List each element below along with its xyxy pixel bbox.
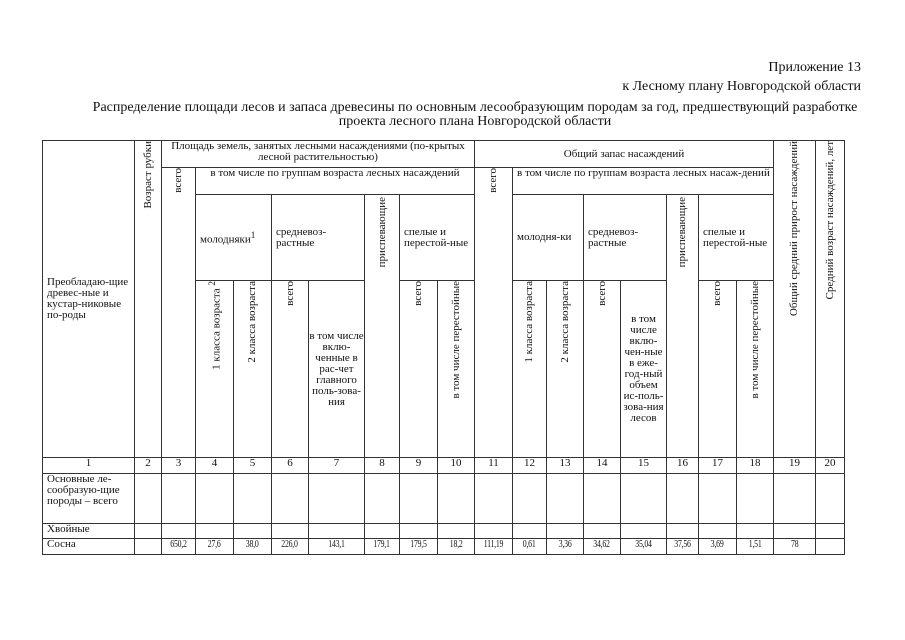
col-number: 16 — [667, 458, 699, 474]
table-cell — [547, 524, 584, 539]
header-stock-class2: 2 класса возраста — [547, 281, 584, 458]
header-mature-stock: спелые и перестой-ные — [699, 195, 774, 281]
table-cell — [621, 524, 667, 539]
header-area-overmature: в том числе перестойные — [438, 281, 475, 458]
forest-distribution-table — [42, 140, 845, 555]
table-cell: 27,6 — [196, 539, 234, 555]
col-number: 13 — [547, 458, 584, 474]
table-cell: 226,0 — [272, 539, 309, 555]
table-cell — [584, 524, 621, 539]
table-cell: 179,1 — [365, 539, 400, 555]
col-number: 20 — [816, 458, 845, 474]
col-number: 14 — [584, 458, 621, 474]
header-young-area: молодняки$^1$ — [196, 195, 272, 281]
header-stock-middle-all: всего — [584, 281, 621, 458]
header-stock-mature-all: всего — [699, 281, 737, 458]
header-species: Преобладаю-щие древес-ные и кустар-никовые по-роды — [43, 141, 135, 458]
table-cell — [309, 474, 365, 524]
table-cell — [737, 474, 774, 524]
col-number: 10 — [438, 458, 475, 474]
header-area-total: всего — [162, 168, 196, 458]
header-avg-increment: Общий средний прирост насаждений — [774, 141, 816, 458]
appendix-reference: к Лесному плану Новгородской области — [622, 79, 861, 94]
table-cell — [621, 474, 667, 524]
table-cell — [667, 524, 699, 539]
header-premature-area: приспевающие — [365, 195, 400, 458]
table-cell — [475, 474, 513, 524]
header-area-class2: 2 класса возраста — [234, 281, 272, 458]
table-cell — [816, 539, 845, 555]
table-cell: 34,62 — [584, 539, 621, 555]
header-area-by-age: в том числе по группам возраста лесных насаждений — [196, 168, 475, 195]
table-cell — [365, 524, 400, 539]
table-cell — [135, 524, 162, 539]
table-cell: 111,19 — [475, 539, 513, 555]
col-number: 1 — [43, 458, 135, 474]
table-row — [43, 539, 845, 555]
table-cell: 3,69 — [699, 539, 737, 555]
col-number: 8 — [365, 458, 400, 474]
table-cell — [699, 474, 737, 524]
col-number: 6 — [272, 458, 309, 474]
header-young-stock: молодня-ки — [513, 195, 584, 281]
header-premature-stock: приспевающие — [667, 195, 699, 458]
col-number: 18 — [737, 458, 774, 474]
header-area-group: Площадь земель, занятых лесными насаждениями (по-крытых лесной растительностью) — [162, 141, 475, 168]
header-area-middle-all: всего — [272, 281, 309, 458]
col-number: 2 — [135, 458, 162, 474]
header-mature-area: спелые и перестой-ные — [400, 195, 475, 281]
col-number: 11 — [475, 458, 513, 474]
header-middle-area: средневоз-растные — [272, 195, 365, 281]
table-row — [43, 524, 845, 539]
appendix-number: Приложение 13 — [768, 60, 861, 75]
col-number: 9 — [400, 458, 438, 474]
table-cell — [196, 474, 234, 524]
header-stock-by-age: в том числе по группам возраста лесных насаж-дений — [513, 168, 774, 195]
table-cell — [667, 474, 699, 524]
header-stock-class1: 1 класса возраста — [513, 281, 547, 458]
table-cell — [234, 474, 272, 524]
table-cell: 38,0 — [234, 539, 272, 555]
header-stock-overmature: в том числе перестойные — [737, 281, 774, 458]
table-cell: 37,56 — [667, 539, 699, 555]
table-cell — [135, 539, 162, 555]
header-stock-incl-annual: в том числе вклю-чен-ные в еже-год-ный объем ис-поль-зова-ния лесов — [621, 281, 667, 458]
table-cell: 18,2 — [438, 539, 475, 555]
header-stock-group: Общий запас насаждений — [475, 141, 774, 168]
table-cell — [196, 524, 234, 539]
header-area-class1: 1 класса возраста $^2$ — [196, 281, 234, 458]
table-cell: 0,61 — [513, 539, 547, 555]
table-cell — [438, 474, 475, 524]
table-cell — [547, 474, 584, 524]
table-cell — [234, 524, 272, 539]
col-number: 5 — [234, 458, 272, 474]
table-cell — [475, 524, 513, 539]
table-cell: 650,2 — [162, 539, 196, 555]
col-number: 3 — [162, 458, 196, 474]
col-number: 19 — [774, 458, 816, 474]
table-cell — [272, 474, 309, 524]
table-cell — [365, 474, 400, 524]
table-cell — [272, 524, 309, 539]
header-middle-stock: средневоз-растные — [584, 195, 667, 281]
table-cell — [699, 524, 737, 539]
col-number: 7 — [309, 458, 365, 474]
row-label: Основные ле-сообразую-щие породы – всего — [43, 474, 135, 524]
col-number: 15 — [621, 458, 667, 474]
table-cell — [400, 474, 438, 524]
col-number: 12 — [513, 458, 547, 474]
col-number: 17 — [699, 458, 737, 474]
table-cell — [774, 524, 816, 539]
table-cell — [816, 524, 845, 539]
table-cell — [135, 474, 162, 524]
table-cell: 3,36 — [547, 539, 584, 555]
header-avg-age: Средний возраст насаждений, лет — [816, 141, 845, 458]
table-cell: 179,5 — [400, 539, 438, 555]
column-number-row — [43, 458, 845, 474]
col-number: 4 — [196, 458, 234, 474]
table-cell — [513, 474, 547, 524]
header-area-incl-main-use: в том числе вклю-ченные в рас-чет главного поль-зова-ния — [309, 281, 365, 458]
table-cell: 78 — [774, 539, 816, 555]
table-cell — [309, 524, 365, 539]
header-area-mature-all: всего — [400, 281, 438, 458]
document-title: Распределение площади лесов и запаса древесины по основным лесообразующим породам за год, предшествующий разработке проекта лесного плана Новгородской области — [92, 100, 858, 129]
table-cell — [162, 474, 196, 524]
row-label: Хвойные — [43, 524, 135, 539]
table-row — [43, 474, 845, 524]
table-cell: 1,51 — [737, 539, 774, 555]
table-cell — [438, 524, 475, 539]
table-cell — [737, 524, 774, 539]
table-cell — [584, 474, 621, 524]
table-cell — [816, 474, 845, 524]
table-cell: 35,04 — [621, 539, 667, 555]
table-cell — [162, 524, 196, 539]
table-cell: 143,1 — [309, 539, 365, 555]
header-stock-total: всего — [475, 168, 513, 458]
header-cutting-age: Возраст рубки — [135, 141, 162, 458]
table-cell — [513, 524, 547, 539]
table-cell — [774, 474, 816, 524]
row-label: Сосна — [43, 539, 135, 555]
table-cell — [400, 524, 438, 539]
